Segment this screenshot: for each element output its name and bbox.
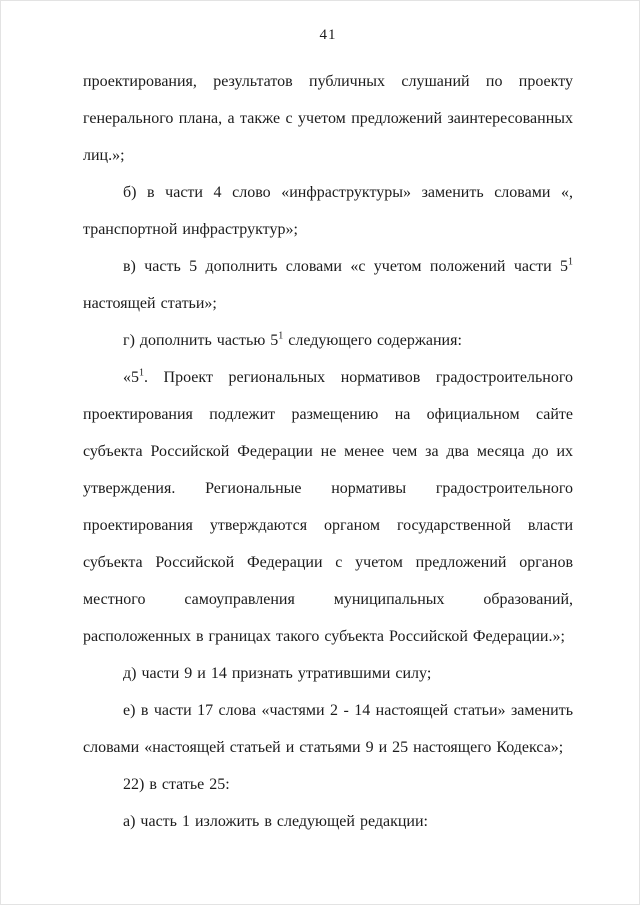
text-segment: д) части 9 и 14 признать утратившими силу; [123,665,432,682]
paragraph-4 [83,322,573,359]
paragraph-3 [83,248,573,322]
document-body [83,63,573,840]
text-segment: настоящей статьи»; [83,295,217,312]
paragraph-9 [83,803,573,840]
text-segment: . Проект региональных нормативов градостроительного проектирования подлежит размещению на официальном сайте субъекта Российской Федерации не менее чем за два месяца до их утверждения. Региональные нормативы градостроительного проектирования утверждаются органом государственной власти субъекта Российской Федерации с учетом предложений органов местного самоуправления муниципальных образований, расположенных в границах такого субъекта Российской Федерации.»; [83,369,573,645]
paragraph-5 [83,359,573,655]
text-segment: е) в части 17 слова «частями 2 - 14 настоящей статьи» заменить словами «настоящей статьей и статьями 9 и 25 настоящего Кодекса»; [83,702,573,756]
superscript: 1 [139,367,144,379]
paragraph-2 [83,174,573,248]
text-segment: «5 [123,369,139,386]
paragraph-8 [83,766,573,803]
paragraph-1 [83,63,573,174]
paragraph-7 [83,692,573,766]
text-segment: 22) в статье 25: [123,776,230,793]
text-segment: а) часть 1 изложить в следующей редакции: [123,813,428,830]
text-segment: г) дополнить частью 5 [123,332,279,349]
superscript: 1 [568,256,573,268]
superscript: 1 [278,330,284,342]
text-segment: проектирования, результатов публичных слушаний по проекту генерального плана, а также с учетом предложений заинтересованных лиц.»; [83,73,573,164]
text-segment: следующего содержания: [283,332,462,349]
paragraph-6 [83,655,573,692]
text-segment: в) часть 5 дополнить словами «с учетом положений части 5 [123,258,568,275]
page-number: 41 [319,27,337,43]
text-segment: б) в части 4 слово «инфраструктуры» заменить словами «, транспортной инфраструктур»; [83,184,573,238]
